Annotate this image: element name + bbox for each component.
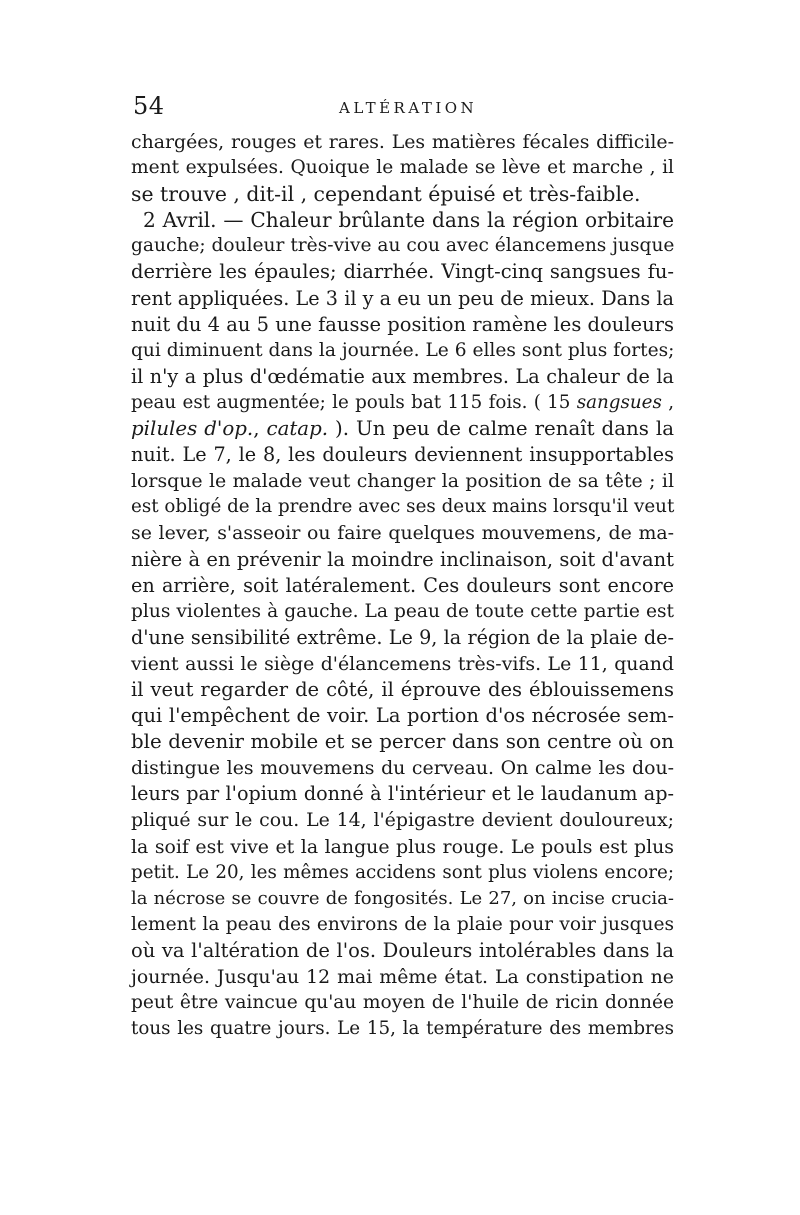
text-line-with-italic [131, 416, 674, 442]
text-line: ment expulsées. Quoique le malade se lève et marche , il [131, 157, 674, 179]
text-line: plus violentes à gauche. La peau de toute cette partie est [131, 600, 674, 622]
text-span: , [661, 391, 674, 413]
italic-span: sangsues [576, 391, 662, 413]
page-header [131, 92, 674, 126]
text-span: , [253, 417, 267, 441]
text-line: peut être vaincue qu'au moyen de l'huile de ricin donnée [131, 992, 674, 1014]
text-line: ble devenir mobile et se percer dans son centre où on [131, 730, 674, 754]
text-line: en arrière, soit latéralement. Ces douleurs sont encore [131, 573, 674, 597]
text-line: se lever, s'asseoir ou faire quelques mouvemens, de ma- [131, 522, 674, 545]
text-line: nuit du 4 au 5 une fausse position ramène les douleurs [131, 312, 674, 336]
text-line: où va l'altération de l'os. Douleurs intolérables dans la [131, 938, 674, 962]
text-line: petit. Le 20, les mêmes accidens sont plus violens encore; [131, 861, 674, 883]
text-line: gauche; douleur très-vive au cou avec élancemens jusque [131, 235, 675, 257]
text-line: vient aussi le siège d'élancemens très-vifs. Le 11, quand [131, 652, 674, 675]
text-line: nuit. Le 7, le 8, les douleurs deviennent insupportables [131, 443, 674, 467]
text-line: pliqué sur le cou. Le 14, l'épigastre devient douloureux; [131, 809, 674, 832]
running-title: ALTÉRATION [339, 99, 478, 117]
text-line: lorsque le malade veut changer la position de sa tête ; il [131, 470, 674, 493]
text-line: la nécrose se couvre de fongosités. Le 27, on incise crucia- [131, 887, 674, 909]
text-line: lement la peau des environs de la plaie pour voir jusques [131, 913, 674, 935]
page-number: 54 [133, 92, 165, 120]
text-line: rent appliquées. Le 3 il y a eu un peu de mieux. Dans la [131, 286, 674, 310]
text-line: il veut regarder de côté, il éprouve des éblouissemens [131, 677, 674, 701]
body-text [131, 129, 674, 1042]
text-line: 2 Avril. — Chaleur brûlante dans la région orbitaire [143, 208, 674, 233]
text-span: ). Un peu de calme renaît dans la [328, 417, 674, 441]
text-line: la soif est vive et la langue plus rouge. Le pouls est plus [131, 835, 674, 858]
text-line: qui diminuent dans la journée. Le 6 elles sont plus fortes; [131, 339, 675, 361]
italic-span: pilules d'op. [131, 417, 254, 441]
text-line: se trouve , dit-il , cependant épuisé et très-faible. [131, 182, 641, 207]
text-line: journée. Jusqu'au 12 mai même état. La constipation ne [131, 966, 674, 988]
text-line: est obligé de la prendre avec ses deux mains lorsqu'il veut [131, 496, 675, 518]
text-line: il n'y a plus d'œdématie aux membres. La chaleur de la [131, 364, 674, 388]
italic-span: catap. [266, 417, 329, 441]
text-line: d'une sensibilité extrême. Le 9, la région de la plaie de- [131, 625, 674, 649]
text-line: leurs par l'opium donné à l'intérieur et le laudanum ap- [131, 782, 674, 806]
text-line: nière à en prévenir la moindre inclinaison, soit d'avant [131, 547, 674, 571]
text-line: chargées, rouges et rares. Les matières fécales difficile- [131, 131, 674, 153]
text-line: qui l'empêchent de voir. La portion d'os nécrosée sem- [131, 704, 674, 728]
text-line: distingue les mouvemens du cerveau. On calme les dou- [131, 757, 674, 780]
text-line: tous les quatre jours. Le 15, la température des membres [131, 1018, 674, 1040]
text-line: derrière les épaules; diarrhée. Vingt-cinq sangsues fu- [131, 260, 674, 284]
text-line-with-italic [131, 390, 674, 416]
text-span: peau est augmentée; le pouls bat 115 fois. ( 15 [131, 391, 577, 413]
